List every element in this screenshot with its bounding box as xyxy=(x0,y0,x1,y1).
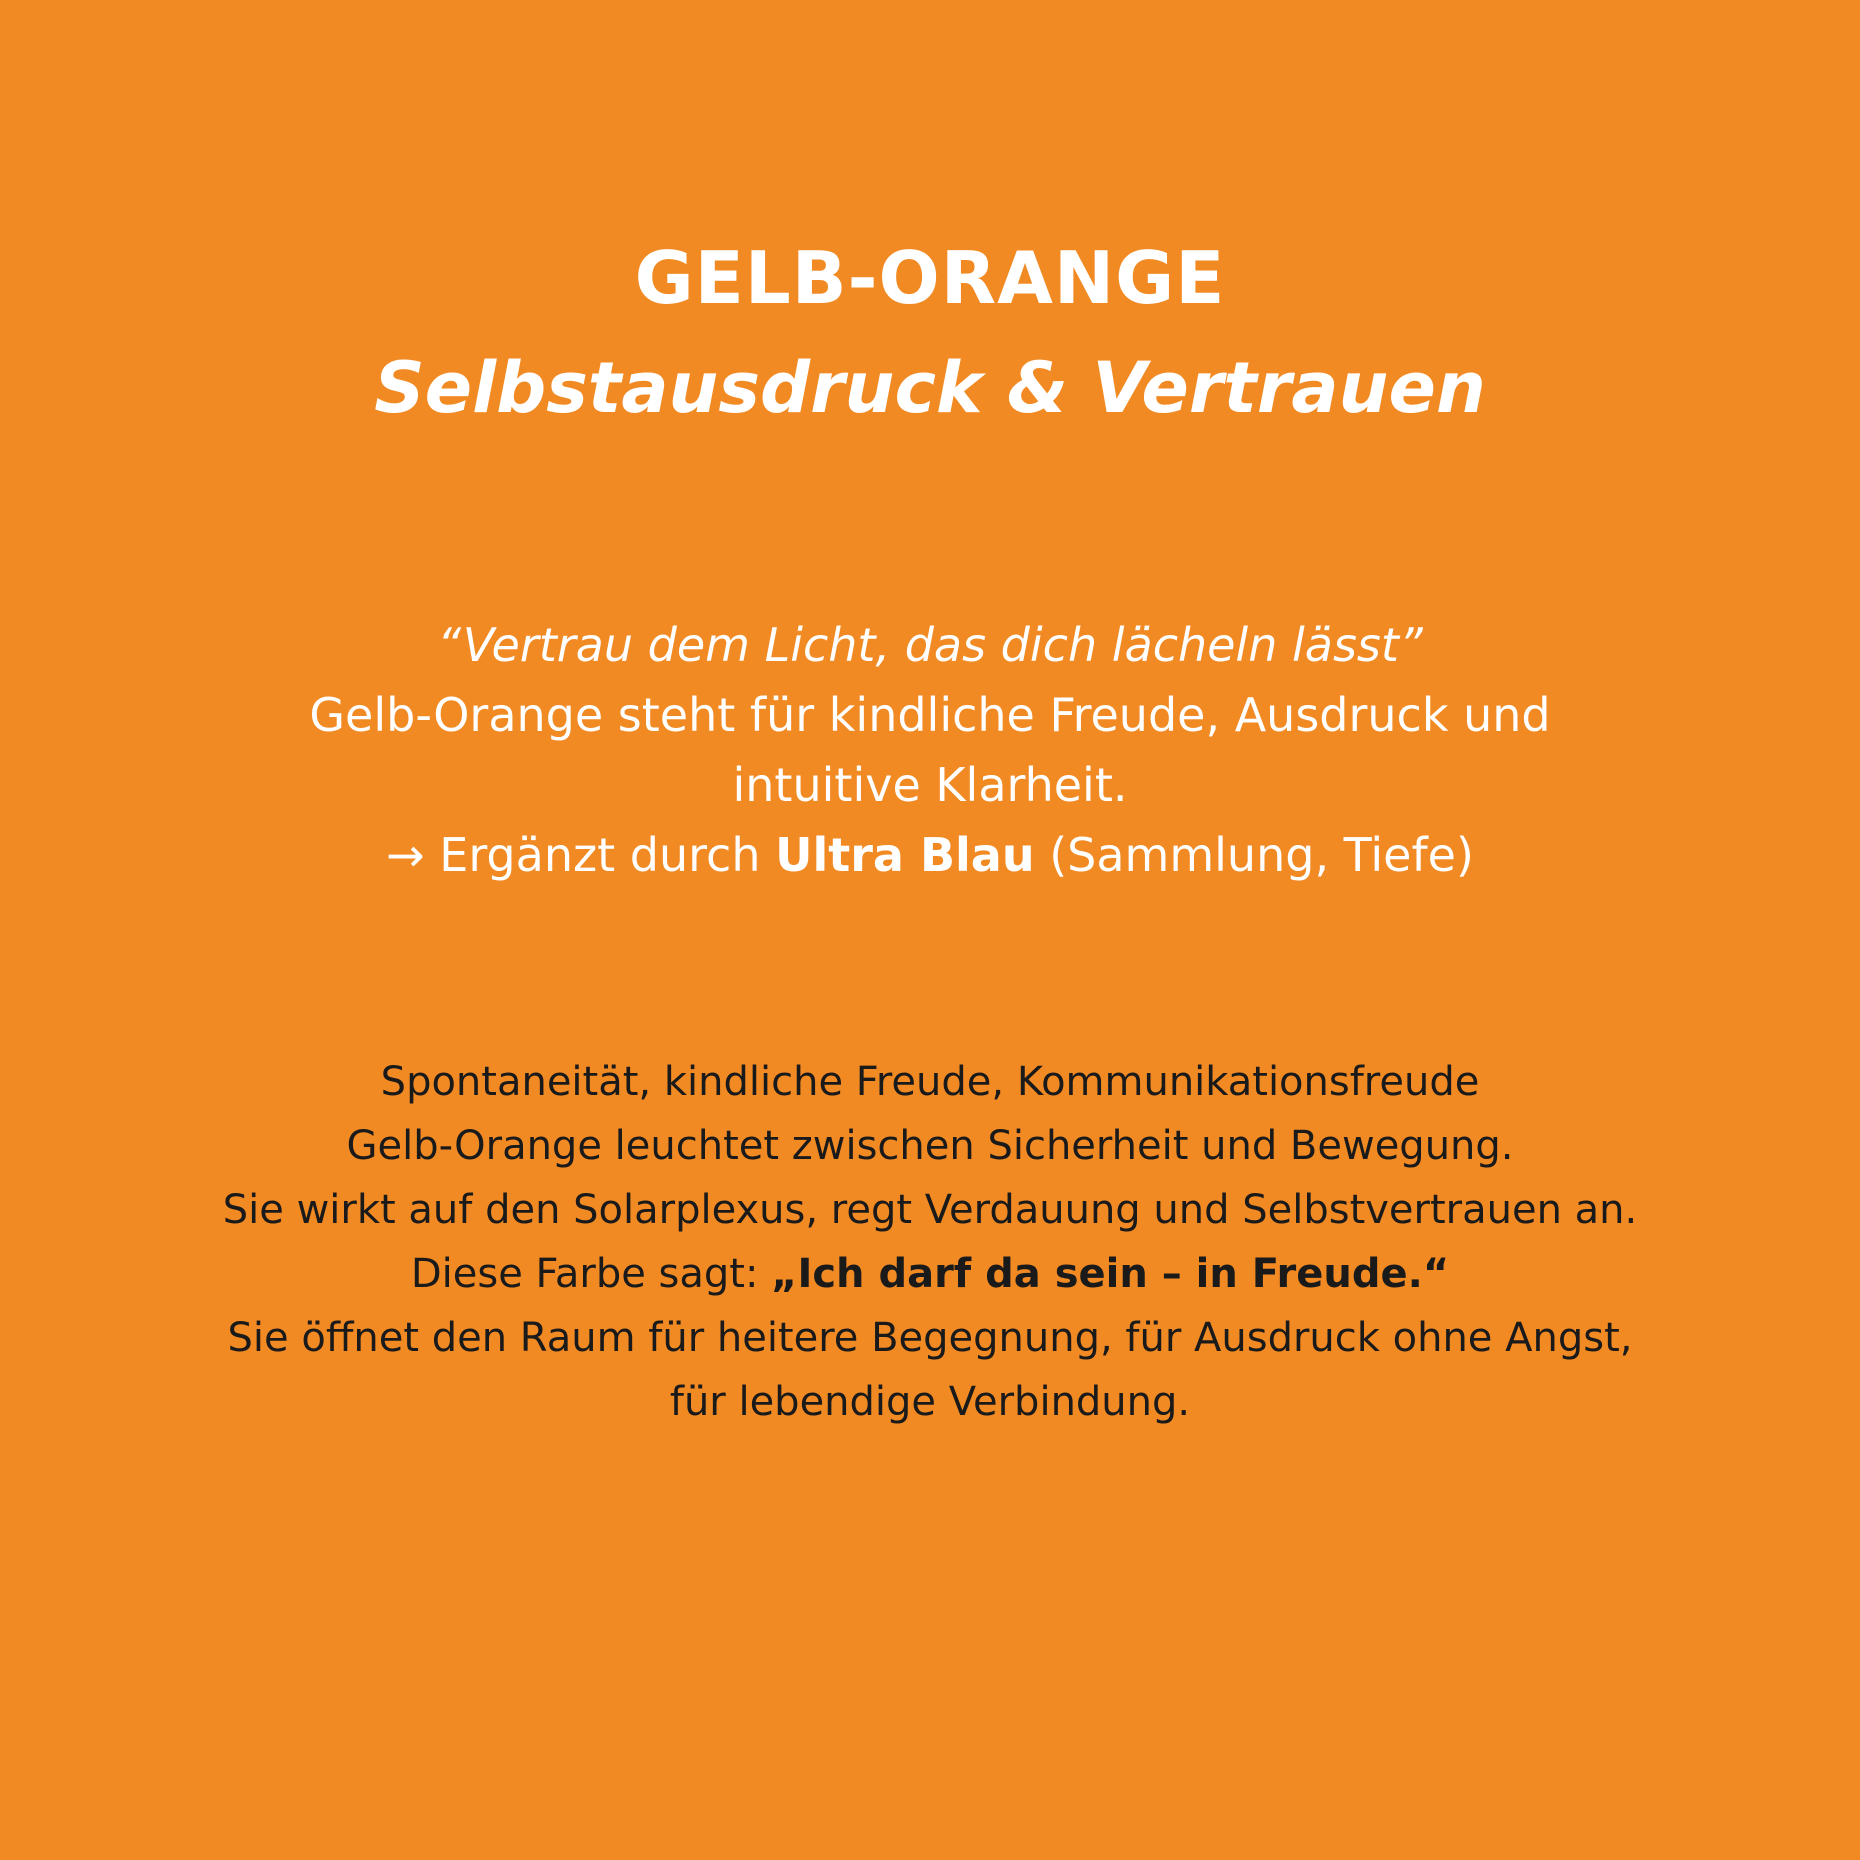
complement-prefix: → Ergänzt durch xyxy=(386,828,776,882)
page-title: GELB-ORANGE xyxy=(634,236,1226,320)
description-line-2: Gelb-Orange leuchtet zwischen Sicherheit und Bewegung. xyxy=(346,1123,1514,1169)
description-line-4 xyxy=(0,1242,1860,1306)
complement-color: Ultra Blau xyxy=(775,828,1035,882)
intro-line-2: intuitive Klarheit. xyxy=(732,758,1128,812)
affirmation: „Ich darf da sein – in Freude.“ xyxy=(771,1251,1450,1297)
intro-quote: “Vertrau dem Licht, das dich lächeln lässt” xyxy=(437,618,1423,672)
intro-line-1: Gelb-Orange steht für kindliche Freude, Ausdruck und xyxy=(309,688,1551,742)
description-line-6: für lebendige Verbindung. xyxy=(669,1379,1191,1425)
description-line-3: Sie wirkt auf den Solarplexus, regt Verdauung und Selbstvertrauen an. xyxy=(222,1187,1638,1233)
intro-section xyxy=(0,610,1860,890)
description-line-1: Spontaneität, kindliche Freude, Kommunikationsfreude xyxy=(380,1059,1480,1105)
description-section xyxy=(0,1050,1860,1434)
page-subtitle: Selbstausdruck & Vertrauen xyxy=(374,347,1486,429)
affirmation-prefix: Diese Farbe sagt: xyxy=(410,1251,772,1297)
complement-suffix: (Sammlung, Tiefe) xyxy=(1034,828,1474,882)
intro-complement xyxy=(0,820,1860,890)
description-line-5: Sie öffnet den Raum für heitere Begegnung, für Ausdruck ohne Angst, xyxy=(227,1315,1633,1361)
